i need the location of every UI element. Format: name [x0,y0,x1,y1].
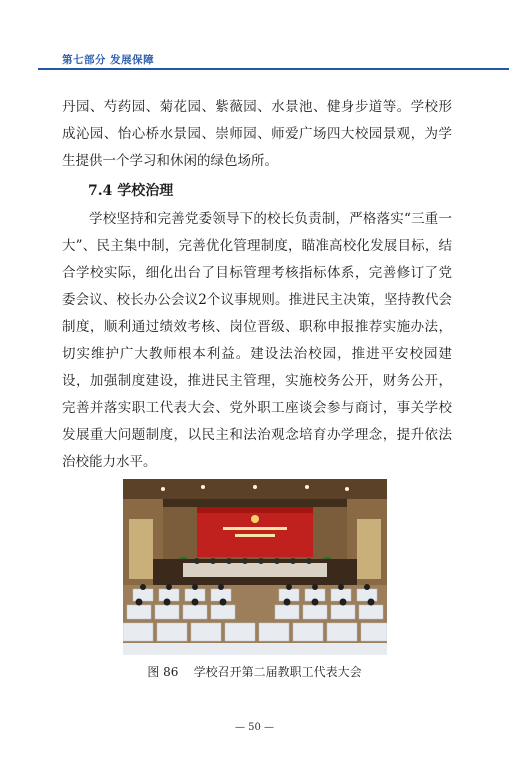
caption-number: 图 86 [147,665,179,679]
figure-caption [0,663,509,680]
header-rule [38,68,509,70]
page-number: — 50 — [234,722,275,733]
caption-text: 学校召开第二届教职工代表大会 [193,665,362,679]
section-heading: 7.4 学校治理 [88,183,174,199]
paragraph-school-governance: 学校坚持和完善党委领导下的校长负责制，严格落实“三重一大”、民主集中制，完善优化管理制度，瞄准高校化发展目标，结合学校实际，细化出台了目标管理考核指标体系，完善修订了党委会议、校长办公会议2个议事规则。推进民主决策，坚持教代会制度，顺利通过绩效考核、岗位晋级、职称申报推荐实施办法，切实维护广大教师根本利益。建设法治校园，推进平安校园建设，加强制度建设，推进民主管理，实施校务公开，财务公开，完善并落实职工代表大会、党外职工座谈会参与商讨，事关学校发展重大问题制度，以民主和法治观念培育办学理念，提升依法治校能力水平。 [62,211,452,470]
paragraph-campus-landscape: 丹园、芍药园、菊花园、紫薇园、水景池、健身步道等。学校形成沁园、怡心桥水景园、崇师园、师爱广场四大校园景观，为学生提供一个学习和休闲的绿色场所。 [62,99,452,169]
chapter-header: 第七部分 发展保障 [62,54,155,66]
conference-photo [123,479,387,655]
